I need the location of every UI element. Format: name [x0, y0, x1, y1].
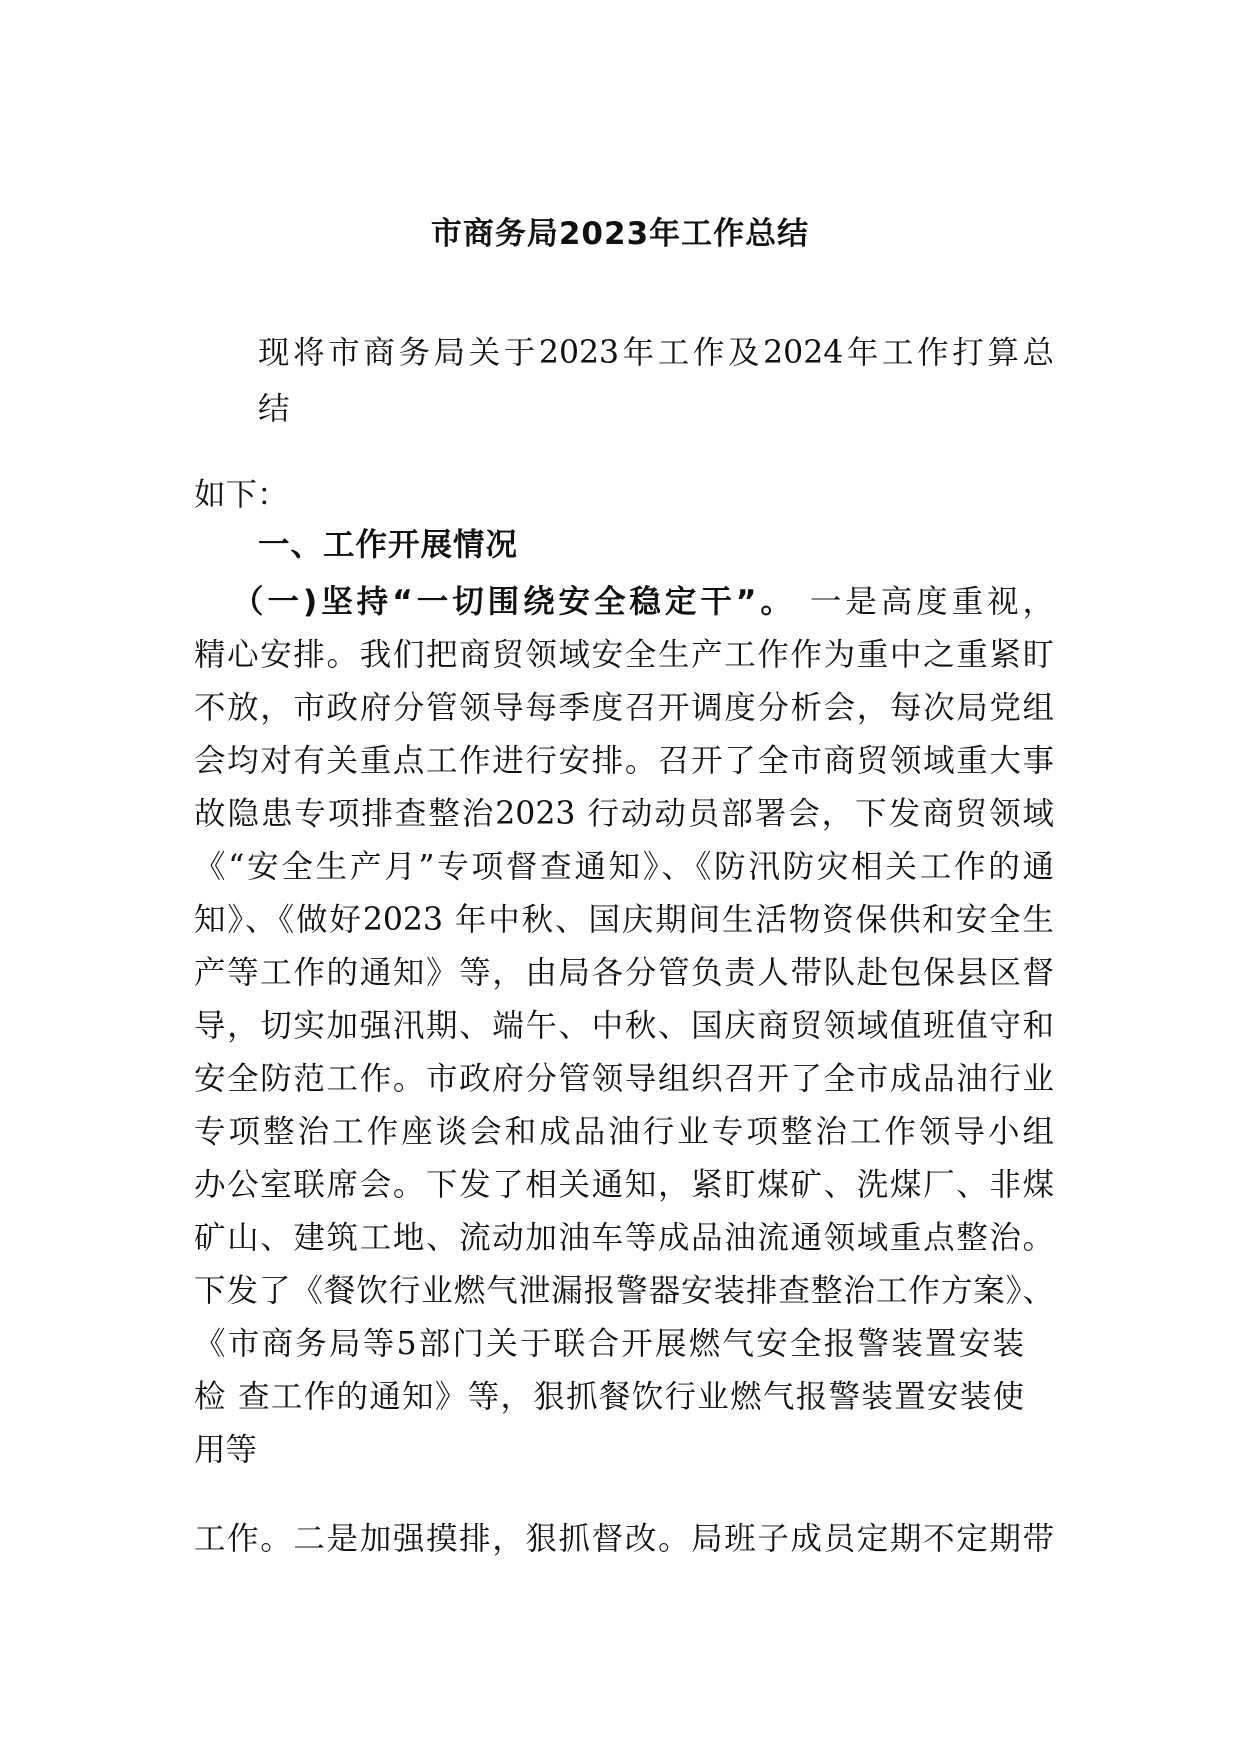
subsection-first-line: [232, 577, 1054, 622]
body-line: 用等: [194, 1432, 258, 1468]
body-line: 不放，市政府分管领导每季度召开调度分析会，每次局党组: [194, 690, 1054, 726]
body-line: 知》、《做好2023 年中秋、国庆期间生活物资保供和安全生: [194, 902, 1054, 938]
body-line: 办公室联席会。下发了相关通知，紧盯煤矿、洗煤厂、非煤: [194, 1167, 1054, 1203]
body-line: 矿山、建筑工地、流动加油车等成品油流通领域重点整治。: [194, 1220, 1054, 1256]
intro-continuation: 如下：: [194, 477, 289, 513]
body-line: 产等工作的通知》等，由局各分管负责人带队赴包保县区督: [194, 955, 1054, 991]
body-line: 专项整治工作座谈会和成品油行业专项整治工作领导小组: [194, 1114, 1054, 1150]
body-line: 会均对有关重点工作进行安排。召开了全市商贸领域重大事: [194, 743, 1054, 779]
body-line: 下发了《餐饮行业燃气泄漏报警器安装排查整治工作方案》、: [194, 1273, 1054, 1309]
body-line: 检 查工作的通知》等，狠抓餐饮行业燃气报警装置安装使: [194, 1379, 1024, 1415]
intro-line-1: 现将市商务局关于2023年工作及2024年工作打算总: [258, 335, 1054, 371]
body-line: 导，切实加强汛期、端午、中秋、国庆商贸领域值班值守和: [194, 1008, 1054, 1044]
body-line: 《“安全生产月”专项督查通知》、《防汛防灾相关工作的通: [194, 849, 1054, 885]
document-title: 市商务局2023年工作总结: [430, 216, 810, 252]
body-line: 《市商务局等5部门关于联合开展燃气安全报警装置安装: [194, 1326, 1024, 1362]
intro-line-2: 结: [258, 391, 290, 427]
subsection-first-text: 一是高度重视，: [795, 584, 1055, 620]
body-line: 安全防范工作。市政府分管领导组织召开了全市成品油行业: [194, 1061, 1054, 1097]
body-line: 故隐患专项排查整治2023 行动动员部署会，下发商贸领域: [194, 796, 1054, 832]
section-heading: 一、工作开展情况: [258, 527, 519, 563]
subsection-heading: （一)坚持“一切围绕安全稳定干”。: [232, 584, 796, 620]
continuation-line: 工作。二是加强摸排，狠抓督改。局班子成员定期不定期带: [194, 1521, 1054, 1557]
body-line: 精心安排。我们把商贸领域安全生产工作作为重中之重紧盯: [194, 637, 1054, 673]
